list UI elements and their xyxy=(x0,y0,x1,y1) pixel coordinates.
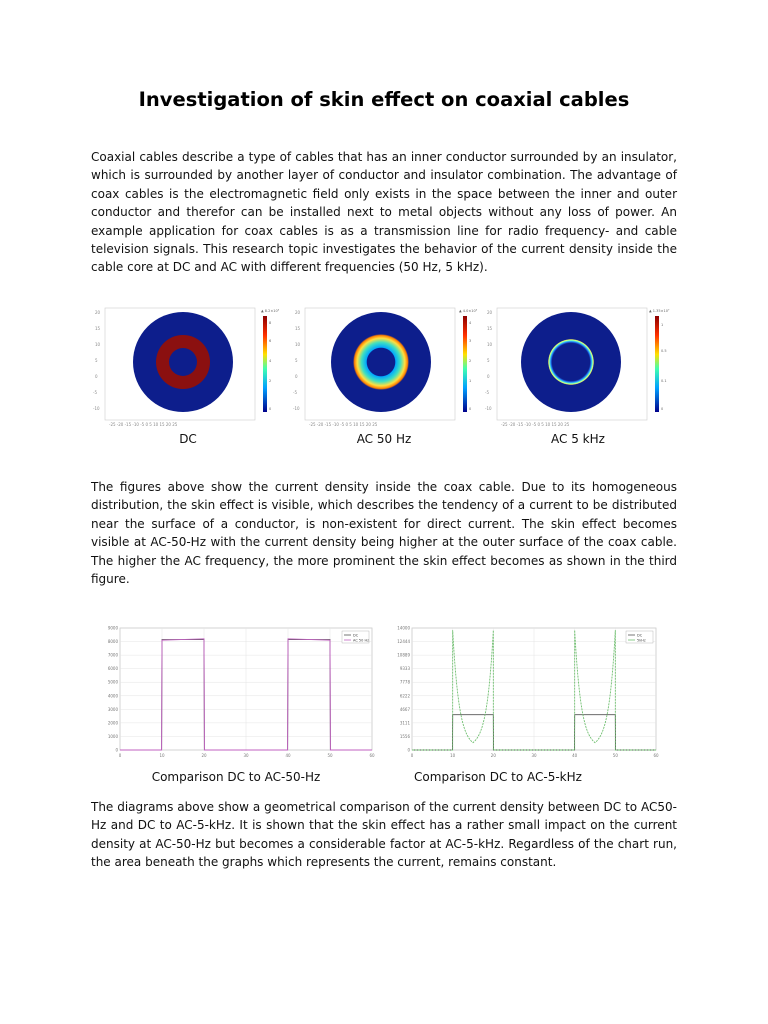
x-tick-label: 0 xyxy=(410,753,414,758)
x-tick-label: 60 xyxy=(369,753,375,758)
y-tick-label: 4000 xyxy=(107,693,118,699)
diagrams-explanation-paragraph: The diagrams above show a geometrical comparison of the current density between DC to AC50-Hz and DC to AC-5-kHz. It is shown that the skin effect has a rather small impact on the current density at AC-50-Hz but becomes a considerable factor at AC-5-kHz. Regardless of the chart run, the area beneath the graphs which represents the current, remains constant. xyxy=(91,800,677,870)
svg-text:▲ 4.0×10⁶: ▲ 4.0×10⁶ xyxy=(459,309,478,313)
legend-label: 5kHz xyxy=(637,638,646,643)
svg-text:4: 4 xyxy=(269,359,272,363)
svg-text:0.5: 0.5 xyxy=(661,349,667,353)
caption-comparison-ac50: Comparison DC to AC-50-Hz xyxy=(151,770,321,784)
svg-text:-5: -5 xyxy=(485,390,489,395)
svg-text:20: 20 xyxy=(487,310,493,315)
svg-text:▲ 1.35×10⁷: ▲ 1.35×10⁷ xyxy=(649,309,670,313)
caption-dc: DC xyxy=(179,432,197,446)
y-tick-label: 6000 xyxy=(107,666,118,672)
x-tick-label: 50 xyxy=(327,753,333,758)
x-tick-label: 30 xyxy=(531,753,537,758)
svg-text:-25 -20 -15 -10 -5 0 5 10 15 2: -25 -20 -15 -10 -5 0 5 10 15 20 25 xyxy=(309,422,378,427)
y-tick-label: 7000 xyxy=(107,652,118,658)
y-tick-label: 0 xyxy=(115,747,118,753)
svg-text:0.1: 0.1 xyxy=(661,379,667,383)
svg-text:-25 -20 -15 -10 -5 0 5 10 15 2: -25 -20 -15 -10 -5 0 5 10 15 20 25 xyxy=(501,422,570,427)
y-tick-label: 10889 xyxy=(397,652,410,658)
y-tick-label: 3111 xyxy=(399,720,410,726)
svg-text:-5: -5 xyxy=(293,390,297,395)
ac50-cross-section-figure xyxy=(291,302,477,430)
svg-text:2: 2 xyxy=(469,359,472,363)
y-tick-label: 12444 xyxy=(397,639,410,645)
y-tick-label: 0 xyxy=(407,747,410,753)
svg-text:8: 8 xyxy=(269,321,272,325)
x-tick-label: 10 xyxy=(159,753,165,758)
caption-ac50: AC 50 Hz xyxy=(356,432,412,446)
caption-ac5k: AC 5 kHz xyxy=(551,432,605,446)
svg-text:15: 15 xyxy=(295,326,301,331)
svg-text:1: 1 xyxy=(469,379,472,383)
svg-text:▲ 8.2×10⁶: ▲ 8.2×10⁶ xyxy=(261,309,280,313)
svg-text:-10: -10 xyxy=(93,406,100,411)
figures-explanation-paragraph: The figures above show the current density inside the coax cable. Due to its homogeneous distribution, the skin effect is visible, which describes the tendency of a current to be distributed near the surface of a conductor, is non-existent for direct current. The skin effect becomes visible at AC-50-Hz with the current density being higher at the outer surface of the coax cable. The higher the AC frequency, the more prominent the skin effect becomes as shown in the third figure. xyxy=(91,480,677,587)
y-tick-label: 1000 xyxy=(107,733,118,739)
comparison-chart-ac50 xyxy=(100,620,380,764)
svg-text:-10: -10 xyxy=(485,406,492,411)
y-tick-label: 4667 xyxy=(399,706,410,712)
svg-text:10: 10 xyxy=(295,342,301,347)
svg-text:5: 5 xyxy=(487,358,490,363)
x-tick-label: 10 xyxy=(450,753,456,758)
document-title: Investigation of skin effect on coaxial cables xyxy=(138,88,630,111)
legend-label: DC xyxy=(353,633,359,638)
svg-text:0: 0 xyxy=(95,374,98,379)
svg-text:4: 4 xyxy=(469,321,472,325)
comparison-chart-ac5k xyxy=(392,620,664,764)
y-tick-label: 14000 xyxy=(397,625,410,631)
dc-cross-section-figure xyxy=(91,302,280,430)
svg-text:0: 0 xyxy=(487,374,490,379)
svg-text:5: 5 xyxy=(295,358,298,363)
y-tick-label: 5000 xyxy=(107,679,118,685)
svg-text:0: 0 xyxy=(661,407,664,411)
y-tick-label: 8000 xyxy=(107,639,118,645)
ac5k-cross-section-figure xyxy=(483,302,669,430)
svg-text:10: 10 xyxy=(487,342,493,347)
svg-text:-25 -20 -15 -10 -5 0 5 10 15 2: -25 -20 -15 -10 -5 0 5 10 15 20 25 xyxy=(109,422,178,427)
x-tick-label: 20 xyxy=(490,753,496,758)
svg-text:15: 15 xyxy=(95,326,101,331)
svg-text:0: 0 xyxy=(295,374,298,379)
svg-text:15: 15 xyxy=(487,326,493,331)
legend-label: DC xyxy=(637,633,643,638)
svg-text:0: 0 xyxy=(269,407,272,411)
x-tick-label: 30 xyxy=(243,753,249,758)
comparison-chart-ac5k-svg xyxy=(392,620,664,764)
svg-text:2: 2 xyxy=(269,379,272,383)
svg-text:10: 10 xyxy=(95,342,101,347)
svg-text:-5: -5 xyxy=(93,390,97,395)
y-tick-label: 6222 xyxy=(399,693,410,699)
x-tick-label: 40 xyxy=(285,753,291,758)
x-tick-label: 40 xyxy=(572,753,578,758)
comparison-chart-ac50-svg xyxy=(100,620,380,764)
x-tick-label: 50 xyxy=(612,753,618,758)
svg-text:3: 3 xyxy=(469,339,472,343)
x-tick-label: 20 xyxy=(201,753,207,758)
legend-label: AC 50 Hz xyxy=(353,638,369,643)
svg-text:20: 20 xyxy=(295,310,301,315)
svg-text:5: 5 xyxy=(95,358,98,363)
caption-comparison-ac5k: Comparison DC to AC-5-kHz xyxy=(414,770,582,784)
svg-text:1: 1 xyxy=(661,323,664,327)
y-tick-label: 1556 xyxy=(399,733,410,739)
intro-paragraph: Coaxial cables describe a type of cables that has an inner conductor surrounded by an insulator, which is surrounded by another layer of conductor and insulator combination. The advantage of coax cables is the electromagnetic field only exists in the space between the inner and outer conductor and therefor can be installed next to metal objects without any loss of power. An example application for coax cables is as a transmission line for radio frequency- and cable television signals. This research topic investigates the behavior of the current density inside the cable core at DC and AC with different frequencies (50 Hz, 5 kHz). xyxy=(91,150,677,275)
y-tick-label: 2000 xyxy=(107,720,118,726)
svg-text:20: 20 xyxy=(95,310,101,315)
x-tick-label: 60 xyxy=(653,753,659,758)
y-tick-label: 3000 xyxy=(107,706,118,712)
y-tick-label: 9333 xyxy=(399,666,410,672)
y-tick-label: 7778 xyxy=(399,679,410,685)
x-tick-label: 0 xyxy=(118,753,122,758)
svg-text:6: 6 xyxy=(269,339,272,343)
svg-text:0: 0 xyxy=(469,407,472,411)
svg-text:-10: -10 xyxy=(293,406,300,411)
y-tick-label: 9000 xyxy=(107,625,118,631)
